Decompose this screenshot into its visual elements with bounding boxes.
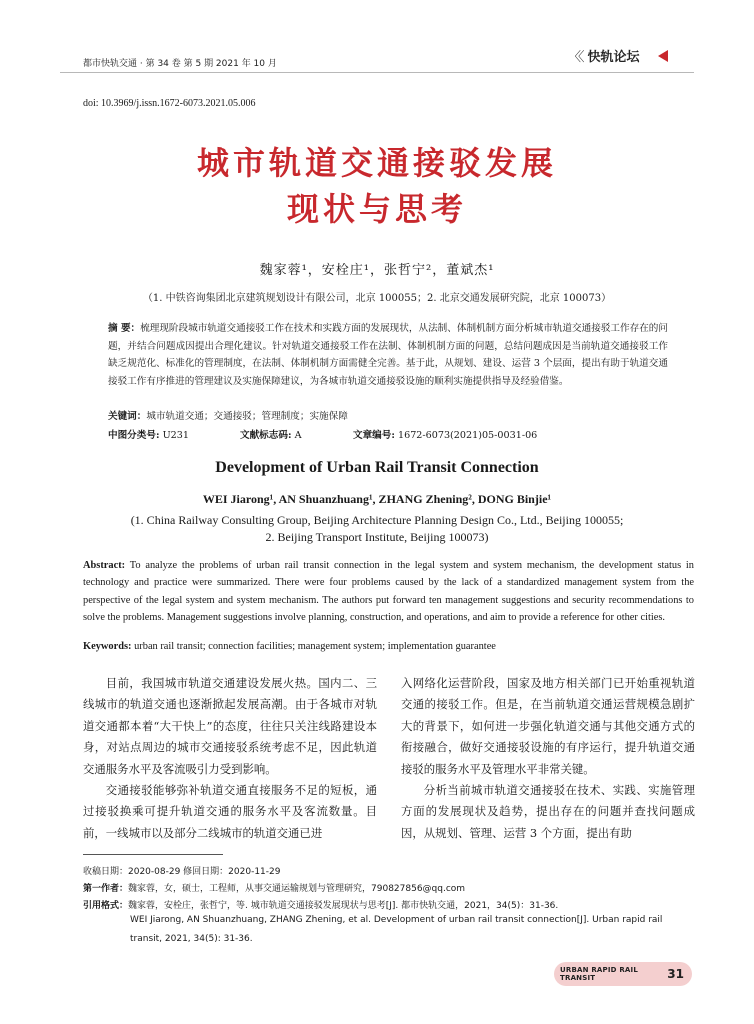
footnote-rule <box>83 854 223 855</box>
header-rule <box>60 72 694 73</box>
title-line-2: 现状与思考 <box>286 190 467 228</box>
authors-en: WEI Jiarong¹, AN Shuanzhuang¹, ZHANG Zhening², DONG Binjie¹ <box>202 492 552 506</box>
journal-name-en: URBAN RAPID RAIL TRANSIT <box>560 966 638 982</box>
journal-line: 都市快轨交通 · 第 34 卷 第 5 期 2021 年 10 月 <box>83 59 277 69</box>
body-paragraph: 目前，我国城市轨道交通建设发展火热。国内二、三线城市的轨道交通也逐渐掀起发展高潮。由于各城市对轨道交通都本着“大干快上”的态度，往往只关注线路建设本身，对站点周边的城市交通接驳系统考虑不足，因此轨道交通服务水平及客流吸引力受到影响。 <box>83 676 377 776</box>
body-column-left <box>83 673 377 844</box>
abstract-cn-label: 摘 要： <box>108 323 141 334</box>
abstract-cn <box>108 320 668 390</box>
citation-en-line-1: WEI Jiarong, AN Shuanzhuang, ZHANG Zhening, et al. Development of urban rail transit connection[J]. Urban rapid rail <box>130 915 663 925</box>
authors-cn: 魏家蓉¹，安栓庄¹，张哲宁²，董斌杰¹ <box>259 263 495 278</box>
title-en: Development of Urban Rail Transit Connection <box>215 459 539 476</box>
doc-code-label: 文献标志码: <box>240 430 292 441</box>
article-number-label: 文章编号: <box>353 430 395 441</box>
abstract-en-label: Abstract: <box>83 560 126 571</box>
affiliation-en-line-2: 2. Beijing Transport Institute, Beijing 100073) <box>265 530 489 544</box>
body-column-right <box>401 673 695 844</box>
page-badge <box>554 962 692 986</box>
clc-label: 中图分类号: <box>108 430 160 441</box>
article-number-value: 1672-6073(2021)05-0031-06 <box>397 430 538 441</box>
keywords-cn-text: 城市轨道交通；交通接驳；管理制度；实施保障 <box>146 411 348 422</box>
red-triangle-icon <box>658 50 668 62</box>
doc-code-value: A <box>294 430 302 441</box>
clc-value: U231 <box>162 430 189 441</box>
keywords-en <box>83 641 496 652</box>
keywords-en-text: urban rail transit; connection facilities; management system; implementation guarantee <box>134 641 496 652</box>
keywords-en-label: Keywords: <box>83 641 132 652</box>
body-paragraph: 分析当前城市轨道交通接驳在技术、实践、实施管理方面的发展现状及趋势，提出存在的问题并查找问题成因，从规划、管理、运营 3 个方面，提出有助 <box>401 783 695 840</box>
column-label: 快轨论坛 <box>587 50 640 65</box>
citation-cn <box>83 898 558 911</box>
column-tag <box>568 46 668 65</box>
abstract-cn-text: 梳理现阶段城市轨道交通接驳工作在技术和实践方面的发展现状，从法制、体制机制方面分析城市轨道交通接驳工作存在的问题，并结合问题成因提出合理化建议。针对轨道交通接驳工作在法制、体制机制方面的问题，总结问题成因是当前轨道交通接驳工作缺乏规范化、标准化的管理制度，在法制、体制机制方面需健全完善。基于此，从规划、建设、运营 3 个层面，提出有助于轨道交通接驳工作有序推进的管理建议及实施保障建议，为各城市轨道交通接驳设施的顺利实施提供指导及经验借鉴。 <box>108 323 668 387</box>
first-author-note <box>83 881 465 894</box>
received-dates: 收稿日期：2020-08-29 修回日期：2020-11-29 <box>83 867 281 877</box>
body-paragraph: 入网络化运营阶段，国家及地方相关部门已开始重视轨道交通的接驳工作。但是，在当前轨道交通运营规模急剧扩大的背景下，如何进一步强化轨道交通与其他交通方式的衔接融合，做好交通接驳设施的有序运行，提升轨道交通接驳的服务水平及管理水平非常关键。 <box>401 676 695 776</box>
page-number: 31 <box>667 967 684 981</box>
first-author-text: 魏家蓉，女，硕士，工程师，从事交通运输规划与管理研究，790827856@qq.com <box>128 884 466 894</box>
citation-label: 引用格式： <box>83 901 129 911</box>
affiliation-en-line-1: (1. China Railway Consulting Group, Beijing Architecture Planning Design Co., Ltd., Beijing 100055; <box>130 513 624 527</box>
body-paragraph: 交通接驳能够弥补轨道交通直接服务不足的短板，通过接驳换乘可提升轨道交通的服务水平及客流数量。目前，一线城市以及部分二线城市的轨道交通已进 <box>83 783 377 840</box>
doi: doi: 10.3969/j.issn.1672-6073.2021.05.006 <box>83 98 256 109</box>
double-chevron-icon: 〈〈 <box>568 50 582 65</box>
abstract-en <box>83 557 694 627</box>
keywords-cn-label: 关键词： <box>108 411 147 422</box>
abstract-en-text: To analyze the problems of urban rail transit connection in the legal system and system mechanism, the development status in technology and practice were summarized. There were four problems caused by the lack of a standardized management system from the perspective of the legal system and system mechanism. The authors put forward ten management suggestions and security recommendations to solve the problems. Management suggestions involve planning, construction, and operations, and aim to provide a reference for other cities. <box>83 560 694 624</box>
affiliation-cn: （1. 中铁咨询集团北京建筑规划设计有限公司，北京 100055；2. 北京交通发展研究院，北京 100073） <box>142 293 612 304</box>
citation-en-line-2: transit, 2021, 34(5): 31-36. <box>130 934 253 944</box>
first-author-label: 第一作者： <box>83 884 129 894</box>
citation-cn-text: 魏家蓉，安栓庄，张哲宁，等. 城市轨道交通接驳发展现状与思考[J]. 都市快轨交通，2021，34(5)：31-36. <box>128 901 559 911</box>
keywords-cn <box>108 408 348 422</box>
article-title <box>0 140 754 232</box>
title-line-1: 城市轨道交通接驳发展 <box>196 144 557 182</box>
